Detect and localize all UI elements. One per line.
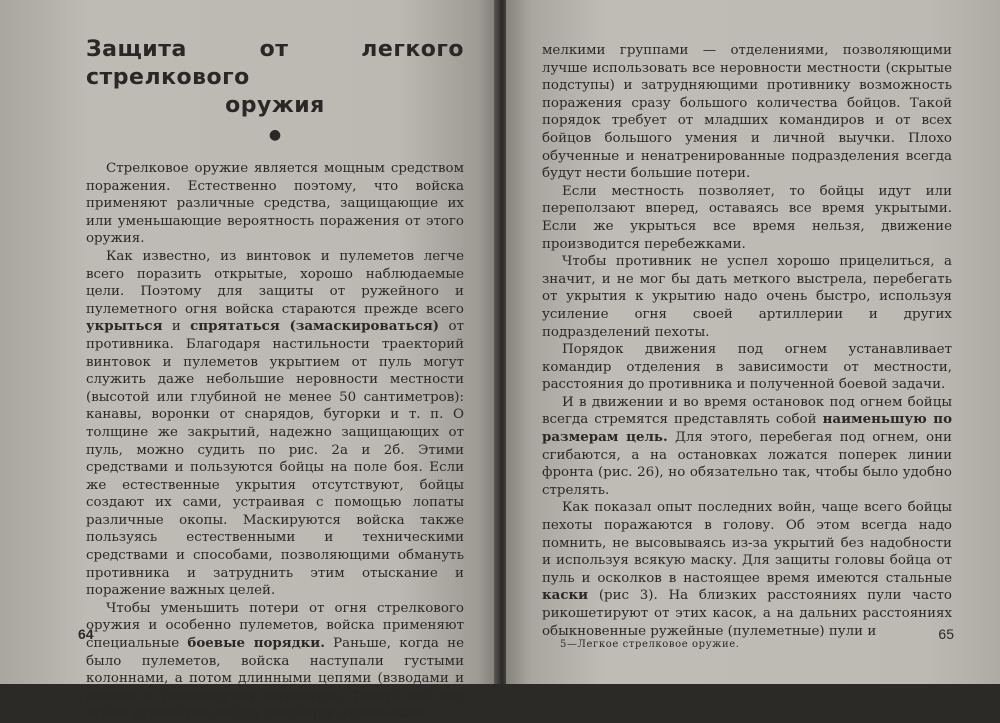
text-run: от противника. Благодаря настильности траекторий винтовок и пулеметов укрытием от пуль могут служить даже небольшие неровности местности (высотой или глубиной не менее 50 сантиметров): канавы, воронки от снарядов, бугорки и т. п. О толщине же закрытий, надежно защищающих от пуль, можно судить по рис. 2а и 2б. Этими средствами и пользуются бойцы на поле боя. Если же естественные укрытия отсутствуют, бойцы создают их сами, устраивая с помощью лопаты различные окопы. Маскируются войска также пользуясь естественными и техническими средствами и способами, позволяющими обмануть противника и затруднить этим отыскание и поражение важных целей. (86, 319, 464, 599)
bullet-ornament: ● (268, 127, 282, 143)
printer-signature: 5—Легкое стрелковое оружие. (560, 639, 740, 650)
text-run: и (162, 319, 191, 335)
bold-term: спрятаться (замаскироваться) (190, 318, 440, 335)
chapter-title-line-1: Защита от легкого стрелкового (86, 37, 464, 90)
left-page (0, 0, 498, 722)
paragraph: Стрелковое оружие является мощным средством поражения. Естественно поэтому, что войска применяют различные средства, защищающие их или уменьшающие вероятность поражения от этого оружия. (86, 161, 464, 247)
left-page-body (86, 160, 464, 723)
right-page-body (542, 42, 952, 640)
text-run: Для этого, перебегая под огнем, они сгибаются, а на остановках ложатся поперек линии фронта (рис. 26), но обязательно так, чтобы было удобно стрелять. (542, 430, 952, 498)
text-run: Раньше, когда не было пулеметов, войска наступали густыми колоннами, а потом длинными цепями (взводами и ротами в разомкнутых шеренгах). Теперь же под огнем пулеметов пехота двигается отдельными (86, 636, 464, 722)
bold-term: укрыться (86, 318, 163, 335)
paragraph: Порядок движения под огнем устанавливает командир отделения в зависимости от местности, расстояния до противника и полученной боевой задачи. (542, 342, 952, 393)
text-run: Как показал опыт последних войн, чаще всего бойцы пехоты поражаются в голову. Об этом всегда надо помнить, не высовываясь из-за укрытий без надобности и используя всякую маску. Для защиты головы бойца от пуль и осколков в настоящее время имеются стальные (542, 500, 952, 586)
text-run: Как известно, из винтовок и пулеметов легче всего поразить открытые, хорошо наблюдаемые цели. Поэтому для защиты от ружейного и пулеметного огня войска стараются прежде всего (86, 248, 464, 317)
page-number-right: 65 (938, 626, 954, 642)
chapter-title (86, 36, 464, 120)
text-run: Чтобы уменьшить потери от огня стрелкового оружия и особенно пулеметов, войска применяют специальные (86, 600, 464, 652)
paragraph (542, 394, 952, 500)
paragraph: мелкими группами — отделениями, позволяющими лучше использовать все неровности местности (скрытые подступы) и затрудняющими противнику возможность поражения сразу большого количества бойцов. Такой порядок требует от младших командиров и от всех бойцов большого умения и личной выучки. Плохо обученные и ненатренированные подразделения всегда будут нести большие потери. (542, 43, 952, 182)
paragraph (542, 499, 952, 640)
right-page (506, 0, 1000, 684)
bold-term: наименьшую по размерам цель. (542, 411, 952, 446)
paragraph: Если местность позволяет, то бойцы идут или переползают вперед, оставаясь все время укрытыми. Если же укрыться все время нельзя, движение производится перебежками. (542, 183, 952, 252)
text-run: (рис 3). На близких расстояниях пули часто рикошетируют от этих касок, а на дальних расстояниях обыкновенные ружейные (пулеметные) пули и (542, 588, 952, 639)
chapter-title-line-2: оружия (225, 93, 325, 118)
text-run: И в движении и во время остановок под огнем бойцы всегда стремятся представлять собой (542, 394, 952, 428)
paragraph (86, 248, 464, 600)
paragraph (86, 600, 464, 723)
bold-term: боевые порядки. (187, 635, 325, 652)
paragraph: Чтобы противник не успел хорошо прицелиться, а значит, и не мог бы дать меткого выстрела, перебегать от укрытия к укрытию надо очень быстро, используя усиление огня своей артиллерии и других подразделений пехоты. (542, 254, 952, 340)
bold-term: каски (542, 587, 589, 604)
page-number-left: 64 (78, 626, 94, 642)
